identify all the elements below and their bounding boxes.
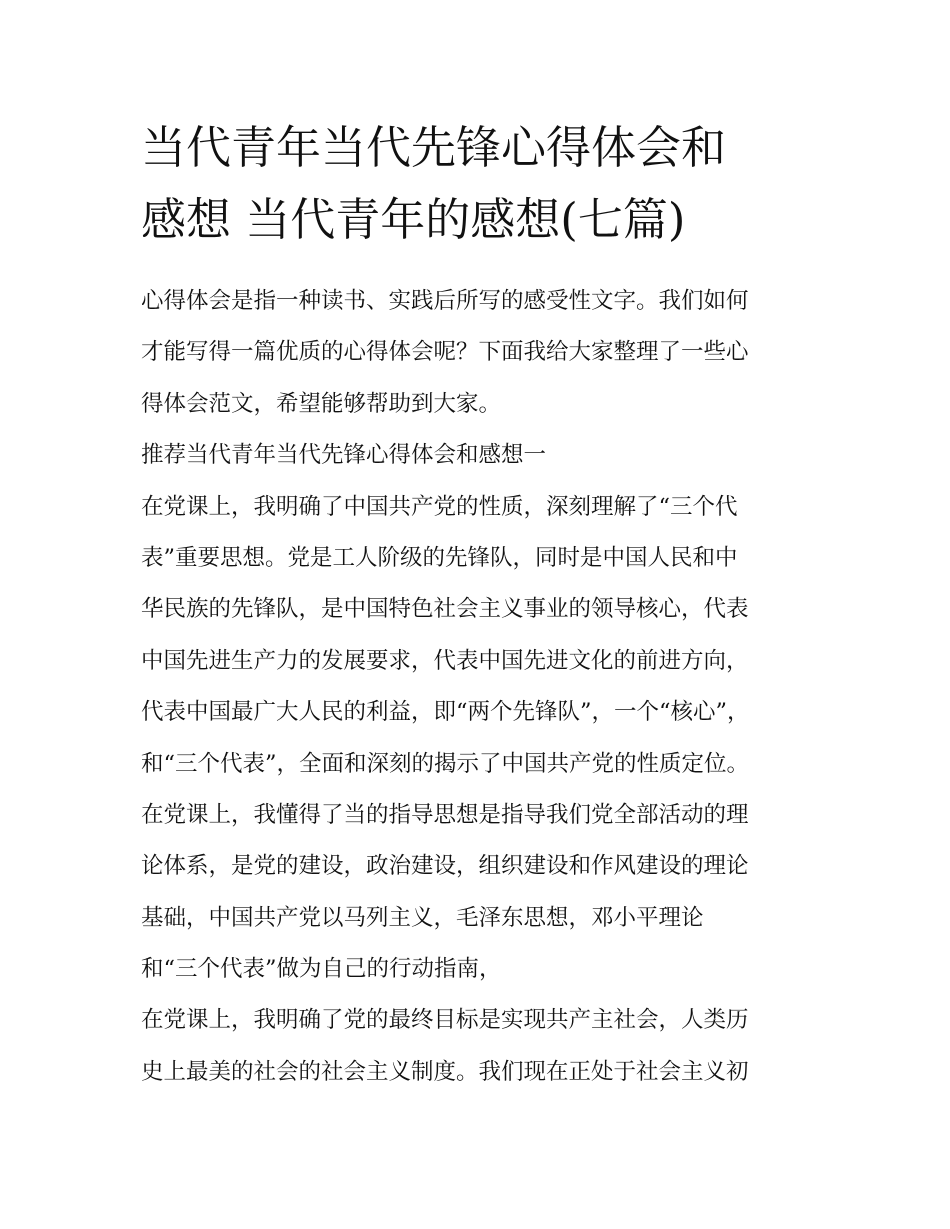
document-title — [141, 112, 821, 256]
paragraph-line: 代表中国最广大人民的利益，即“两个先锋队”，一个“核心”， — [141, 699, 750, 726]
paragraph-line: 华民族的先锋队，是中国特色社会主义事业的领导核心，代表 — [141, 596, 749, 623]
document-body — [141, 280, 821, 1102]
paragraph-line: 在党课上，我懂得了当的指导思想是指导我们党全部活动的理 — [141, 801, 749, 828]
paragraph-line: 和“三个代表”做为自己的行动指南， — [141, 956, 502, 983]
paragraph-line: 表”重要思想。党是工人阶级的先锋队，同时是中国人民和中 — [141, 544, 738, 571]
paragraph-line: 在党课上，我明确了中国共产党的性质，深刻理解了“三个代 — [141, 493, 738, 520]
paragraph-line: 论体系，是党的建设，政治建设，组织建设和作风建设的理论 — [141, 853, 749, 880]
paragraph-line: 基础，中国共产党以马列主义，毛泽东思想，邓小平理论 — [141, 904, 704, 931]
paragraph-line: 史上最美的社会的社会主义制度。我们现在正处于社会主义初 — [141, 1058, 749, 1085]
paragraph-line: 才能写得一篇优质的心得体会呢？下面我给大家整理了一些心 — [141, 339, 749, 366]
paragraph-line: 在党课上，我明确了党的最终目标是实现共产主社会，人类历 — [141, 1007, 749, 1034]
paragraph-line: 和“三个代表”，全面和深刻的揭示了中国共产党的性质定位。 — [141, 750, 750, 777]
title-line: 感想 当代青年的感想(七篇) — [141, 193, 686, 246]
paragraph-line: 得体会范文，希望能够帮助到大家。 — [141, 390, 502, 417]
section-heading: 推荐当代青年当代先锋心得体会和感想一 — [141, 442, 547, 469]
paragraph-line: 心得体会是指一种读书、实践后所写的感受性文字。我们如何 — [141, 288, 749, 314]
title-line: 当代青年当代先锋心得体会和 — [141, 121, 727, 174]
paragraph-line: 中国先进生产力的发展要求，代表中国先进文化的前进方向， — [141, 647, 749, 674]
